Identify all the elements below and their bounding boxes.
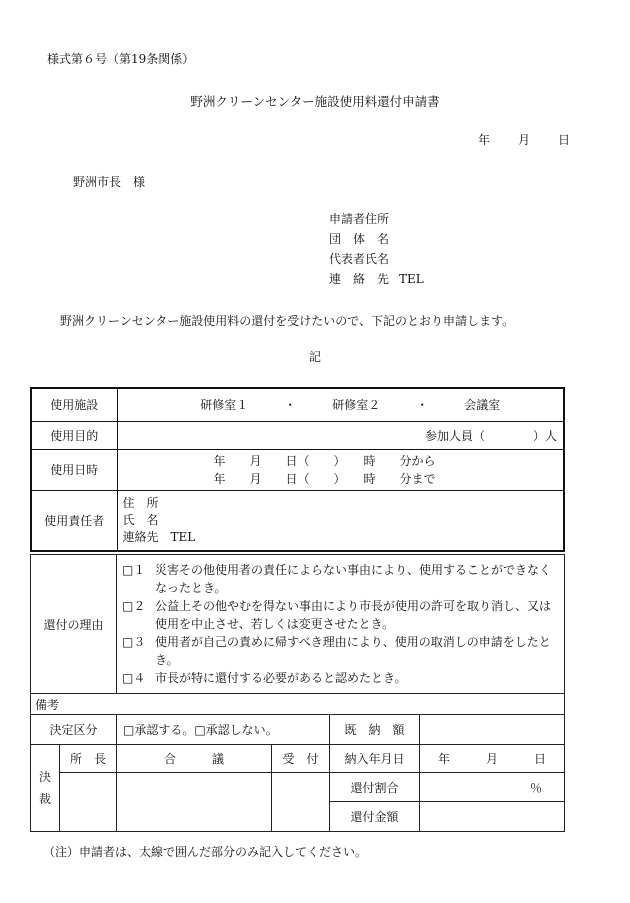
reason-item-4[interactable]: □４ 市長が特に還付する必要があると認めたとき。 xyxy=(122,671,407,685)
applicant-group-label: 団 体 名 xyxy=(329,232,390,246)
remarks-label: 備考 xyxy=(35,697,60,712)
responsible-field[interactable] xyxy=(117,490,564,551)
facility-option-meeting[interactable]: 会議室 xyxy=(464,398,501,413)
date-year: 年 xyxy=(478,133,491,147)
mayor-label: 所 長 xyxy=(60,745,117,773)
reason-item-2[interactable]: □２ 公益上その他やむを得ない事由により市長が使用の許可を取り消し、又は使用を中止させ、若しくは変更させたとき。 xyxy=(122,599,552,631)
facility-label: 使用施設 xyxy=(31,388,117,421)
paid-date-field[interactable]: 年 月 日 xyxy=(420,745,565,773)
facility-options[interactable] xyxy=(117,388,564,421)
responsible-name: 氏 名 xyxy=(122,512,159,527)
purpose-field[interactable] xyxy=(117,421,564,449)
remarks-field[interactable] xyxy=(31,694,565,715)
responsible-address: 住 所 xyxy=(122,495,159,510)
checkbox-icon[interactable]: □４ xyxy=(122,671,146,685)
refund-rate-field[interactable] xyxy=(420,773,565,802)
form-number: 様式第６号（第19条関係） xyxy=(47,52,195,66)
ki-heading: 記 xyxy=(308,350,321,364)
request-statement: 野洲クリーンセンター施設使用料の還付を受けたいので、下記のとおり申請します。 xyxy=(60,314,515,328)
checkbox-icon[interactable]: □３ xyxy=(122,635,146,649)
applicant-tel: TEL xyxy=(399,272,424,286)
applicant-rep-label: 代表者氏名 xyxy=(329,252,390,266)
date-day: 日 xyxy=(558,133,571,147)
applicant-contact-label: 連 絡 先 TEL xyxy=(329,272,424,286)
facility-option-training2[interactable]: 研修室２ xyxy=(332,398,381,413)
decision-label: 決定区分 xyxy=(31,715,117,745)
page-title: 野洲クリーンセンター施設使用料還付申請書 xyxy=(190,94,440,109)
reason-options xyxy=(117,555,565,694)
datetime-label: 使用日時 xyxy=(31,449,117,490)
checkbox-icon[interactable]: □１ xyxy=(122,563,146,577)
reason-item-1[interactable]: □１ 災害その他使用者の責任によらない事由により、使用することができなくなったとき。 xyxy=(122,563,552,595)
paid-amount-field[interactable] xyxy=(420,715,565,745)
processing-table xyxy=(30,554,565,832)
purpose-label: 使用目的 xyxy=(31,421,117,449)
council-label: 合 議 xyxy=(117,745,272,773)
reception-label: 受 付 xyxy=(272,745,330,773)
council-seal[interactable] xyxy=(117,773,272,832)
facility-option-training1[interactable]: 研修室１ xyxy=(200,398,249,413)
reason-item-3[interactable]: □３ 使用者が自己の責めに帰すべき理由により、使用の取消しの申請をしたとき。 xyxy=(122,635,551,667)
decision-options[interactable]: □承認する。□承認しない。 xyxy=(117,715,330,745)
reason-label: 還付の理由 xyxy=(31,555,117,694)
paid-date-label: 納入年月日 xyxy=(330,745,420,773)
applicant-address-label: 申請者住所 xyxy=(329,212,390,226)
paid-amount-label: 既 納 額 xyxy=(330,715,420,745)
kessai-label: 決裁 xyxy=(31,745,60,832)
responsible-contact: 連絡先 TEL xyxy=(122,529,196,544)
participants-field[interactable]: 参加人員（ ）人 xyxy=(424,428,557,443)
responsible-label: 使用責任者 xyxy=(31,490,117,551)
footnote: （注）申請者は、太線で囲んだ部分のみ記入してください。 xyxy=(43,845,368,859)
facility-separator: ・ xyxy=(284,398,297,413)
checkbox-icon[interactable]: □２ xyxy=(122,599,146,613)
datetime-field[interactable] xyxy=(117,449,564,490)
refund-amount-field[interactable] xyxy=(420,802,565,832)
addressee: 野洲市長 様 xyxy=(73,175,146,189)
datetime-to: 年 月 日（ ） 時 分まで xyxy=(213,471,436,486)
refund-rate-label: 還付割合 xyxy=(330,773,420,802)
reception-seal[interactable] xyxy=(272,773,330,832)
facility-separator: ・ xyxy=(416,398,429,413)
refund-amount-label: 還付金額 xyxy=(330,802,420,832)
datetime-from: 年 月 日（ ） 時 分から xyxy=(213,453,436,468)
mayor-seal[interactable] xyxy=(60,773,117,832)
percent-unit: ％ xyxy=(529,780,542,795)
date-month: 月 xyxy=(518,133,531,147)
application-table xyxy=(30,387,565,552)
